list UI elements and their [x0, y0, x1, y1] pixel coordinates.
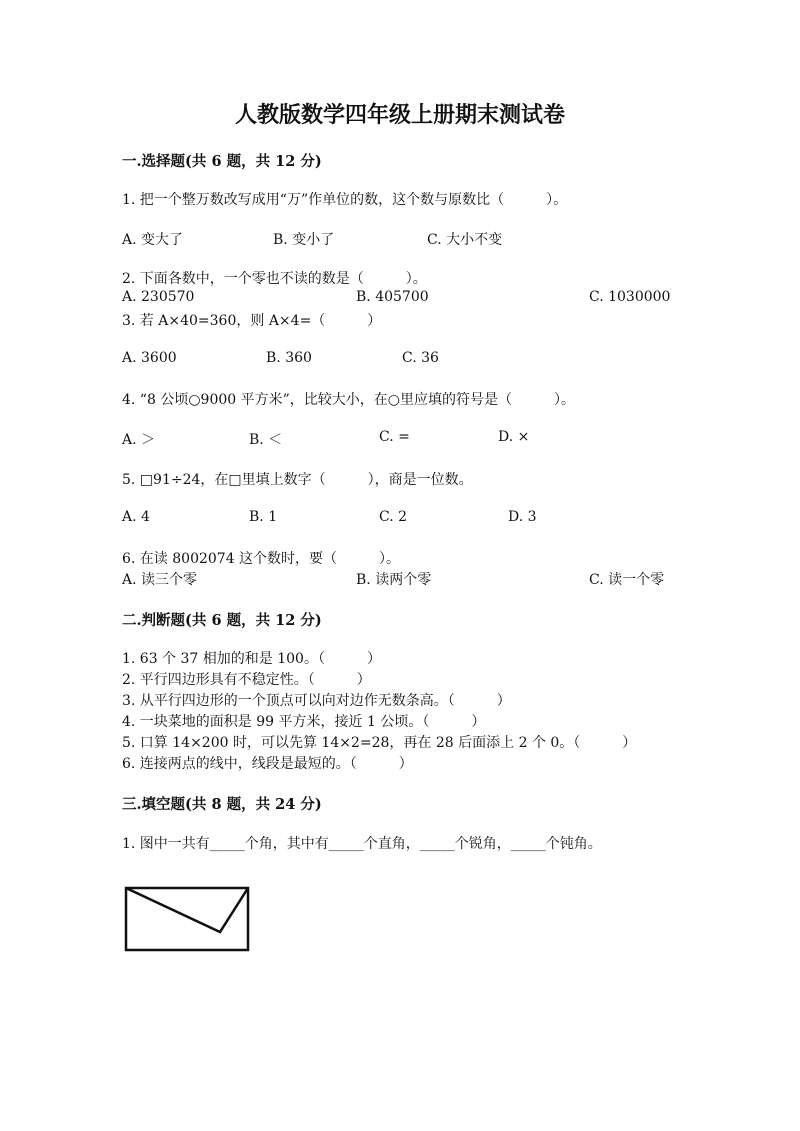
question-text: 1. 63 个 37 相加的和是 100。（ ） — [122, 651, 381, 667]
option-a: A. ＞ — [122, 432, 156, 448]
option-b: B. ＜ — [249, 432, 283, 448]
question-text: 2. 平行四边形具有不稳定性。（ ） — [122, 672, 371, 688]
section-heading-fill-in: 三.填空题(共 8 题，共 24 分) — [122, 796, 322, 813]
option-c: C. 36 — [402, 350, 439, 366]
option-b: B. 读两个零 — [356, 572, 432, 588]
question-text: 5. □91÷24，在□里填上数字（ ），商是一位数。 — [122, 472, 473, 488]
question-text: 4. “8 公顷○9000 平方米”，比较大小，在○里应填的符号是（ ）。 — [122, 392, 575, 408]
question-text: 6. 在读 8002074 这个数时，要（ ）。 — [122, 551, 401, 567]
option-a: A. 4 — [122, 509, 150, 525]
option-d: D. 3 — [508, 509, 537, 525]
page-title: 人教版数学四年级上册期末测试卷 — [234, 102, 565, 128]
option-b: B. 360 — [266, 350, 312, 366]
option-b: B. 405700 — [356, 289, 429, 305]
option-c: C. 大小不变 — [427, 232, 503, 248]
question-text: 2. 下面各数中，一个零也不读的数是（ ）。 — [122, 271, 427, 287]
option-a: A. 230570 — [122, 289, 195, 305]
option-d: D. × — [498, 429, 530, 445]
option-a: A. 读三个零 — [122, 572, 198, 588]
section-heading-choice: 一.选择题(共 6 题，共 12 分) — [122, 153, 322, 170]
section-heading-judgment: 二.判断题(共 6 题，共 12 分) — [122, 612, 322, 629]
angle-figure — [124, 886, 252, 954]
option-c: C. = — [379, 429, 410, 445]
option-c: C. 1030000 — [589, 289, 671, 305]
question-text: 1. 把一个整万数改写成用“万”作单位的数，这个数与原数比（ ）。 — [122, 192, 568, 208]
figure-v-lines — [126, 888, 248, 932]
question-text: 3. 若 A×40=360，则 A×4=（ ） — [122, 313, 382, 329]
option-c: C. 读一个零 — [589, 572, 665, 588]
option-c: C. 2 — [379, 509, 408, 525]
option-a: A. 变大了 — [122, 232, 184, 248]
option-b: B. 变小了 — [273, 232, 335, 248]
option-a: A. 3600 — [122, 350, 177, 366]
question-text: 4. 一块菜地的面积是 99 平方米，接近 1 公顷。（ ） — [122, 714, 486, 730]
question-text: 3. 从平行四边形的一个顶点可以向对边作无数条高。（ ） — [122, 693, 511, 709]
question-text: 6. 连接两点的线中，线段是最短的。（ ） — [122, 756, 413, 772]
question-text: 1. 图中一共有_____个角，其中有_____个直角，_____个锐角，_____个钝角。 — [122, 836, 602, 852]
question-text: 5. 口算 14×200 时，可以先算 14×2=28，再在 28 后面添上 2 个 0。（ ） — [122, 735, 637, 751]
option-b: B. 1 — [249, 509, 278, 525]
